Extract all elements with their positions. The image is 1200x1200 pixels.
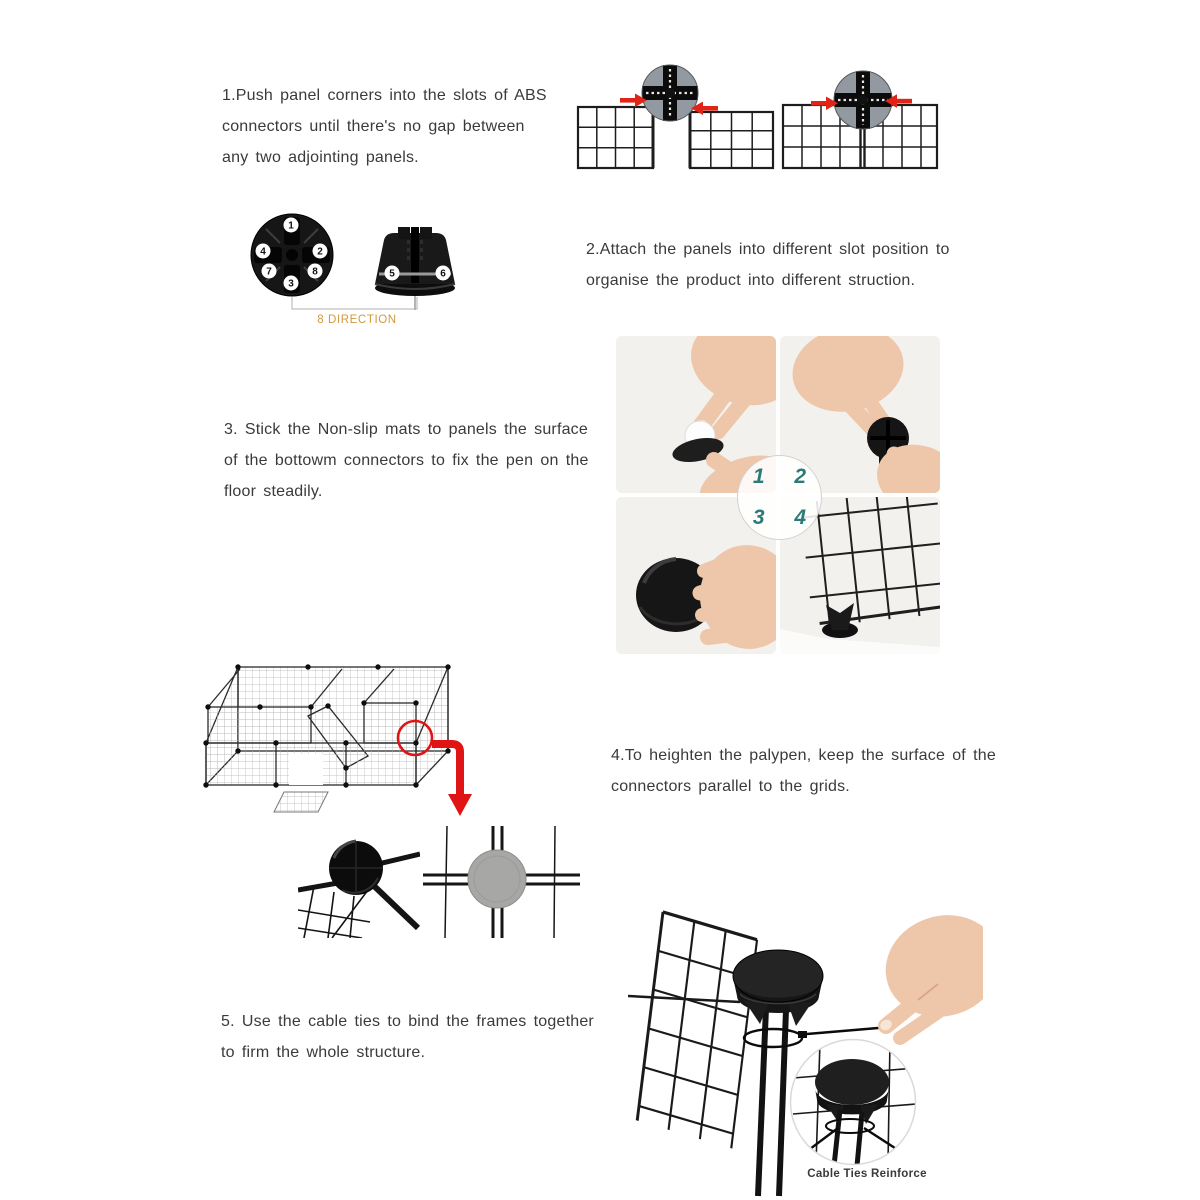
direction-badge	[313, 244, 328, 259]
cable-ties-photo	[628, 900, 983, 1200]
step-3-line: 3. Stick the Non-slip mats to panels the surface	[224, 421, 588, 438]
playpen-assembled-figure	[196, 656, 476, 821]
svg-text:3: 3	[288, 278, 294, 290]
panels-joined-figure	[775, 60, 950, 175]
step-2-line: 2.Attach the panels into different slot position to	[586, 241, 950, 258]
process-number: 1	[752, 464, 765, 488]
playpen-wireframe	[206, 667, 448, 785]
grid-panel-left	[578, 107, 653, 168]
direction-badge	[262, 264, 277, 279]
hand-illustration	[872, 901, 983, 1038]
ball-connector	[329, 841, 383, 895]
step-2-text	[586, 234, 950, 296]
process-step-numbers	[737, 455, 822, 540]
step-3-line: floor steadily.	[224, 483, 323, 500]
process-number: 2	[794, 464, 807, 488]
direction-badge	[256, 244, 271, 259]
door-opening	[289, 754, 323, 785]
connector-top-view	[251, 214, 333, 296]
step-5-text	[221, 1006, 594, 1068]
wire-panel	[637, 912, 757, 1148]
direction-badge	[284, 218, 299, 233]
svg-text:6: 6	[440, 268, 446, 280]
step-5-line: 5. Use the cable ties to bind the frames together	[221, 1013, 594, 1030]
disc-connector	[468, 850, 526, 908]
svg-text:4: 4	[260, 246, 266, 258]
step-4-line: connectors parallel to the grids.	[611, 778, 850, 795]
direction-label: 8 DIRECTION	[317, 314, 397, 326]
svg-text:2: 2	[317, 246, 323, 258]
svg-text:1: 1	[288, 220, 294, 232]
step-1-line: connectors until there's no gap between	[222, 118, 525, 135]
process-number: 4	[794, 506, 807, 530]
connector-zoom-circle	[642, 65, 698, 121]
connector-8-direction-figure	[238, 203, 470, 321]
step-3-line: of the bottowm connectors to fix the pen on the	[224, 452, 589, 469]
step-2-line: organise the product into different struction.	[586, 272, 916, 289]
step-4-text	[611, 740, 996, 802]
connector-parallel-photo	[423, 826, 580, 938]
direction-badge	[308, 264, 323, 279]
svg-text:5: 5	[389, 268, 395, 280]
direction-badge	[436, 266, 451, 281]
svg-text:8: 8	[312, 266, 318, 278]
svg-text:7: 7	[266, 266, 272, 278]
process-number: 3	[752, 506, 765, 530]
connector-zoom-circle	[834, 71, 892, 129]
connector-side-view	[375, 227, 455, 310]
step-3-text	[224, 414, 589, 507]
grid-panel-right	[690, 112, 773, 168]
step-5-line: to firm the whole structure.	[221, 1044, 426, 1061]
bracket-line	[292, 297, 417, 309]
process-photo-grid	[616, 336, 940, 654]
mesh-mat	[274, 792, 328, 812]
step-1-text	[222, 80, 547, 173]
panels-apart-figure	[560, 60, 780, 175]
step-1-line: 1.Push panel corners into the slots of ABS	[222, 87, 547, 104]
direction-badge	[284, 276, 299, 291]
connector-angled-photo	[298, 826, 420, 938]
cable-tie-zoom-circle	[788, 1037, 918, 1167]
step-4-line: 4.To heighten the palypen, keep the surface of the	[611, 747, 996, 764]
direction-badge	[385, 266, 400, 281]
cable-photo-caption: Cable Ties Reinforce	[807, 1168, 927, 1180]
step-1-line: any two adjointing panels.	[222, 149, 419, 166]
